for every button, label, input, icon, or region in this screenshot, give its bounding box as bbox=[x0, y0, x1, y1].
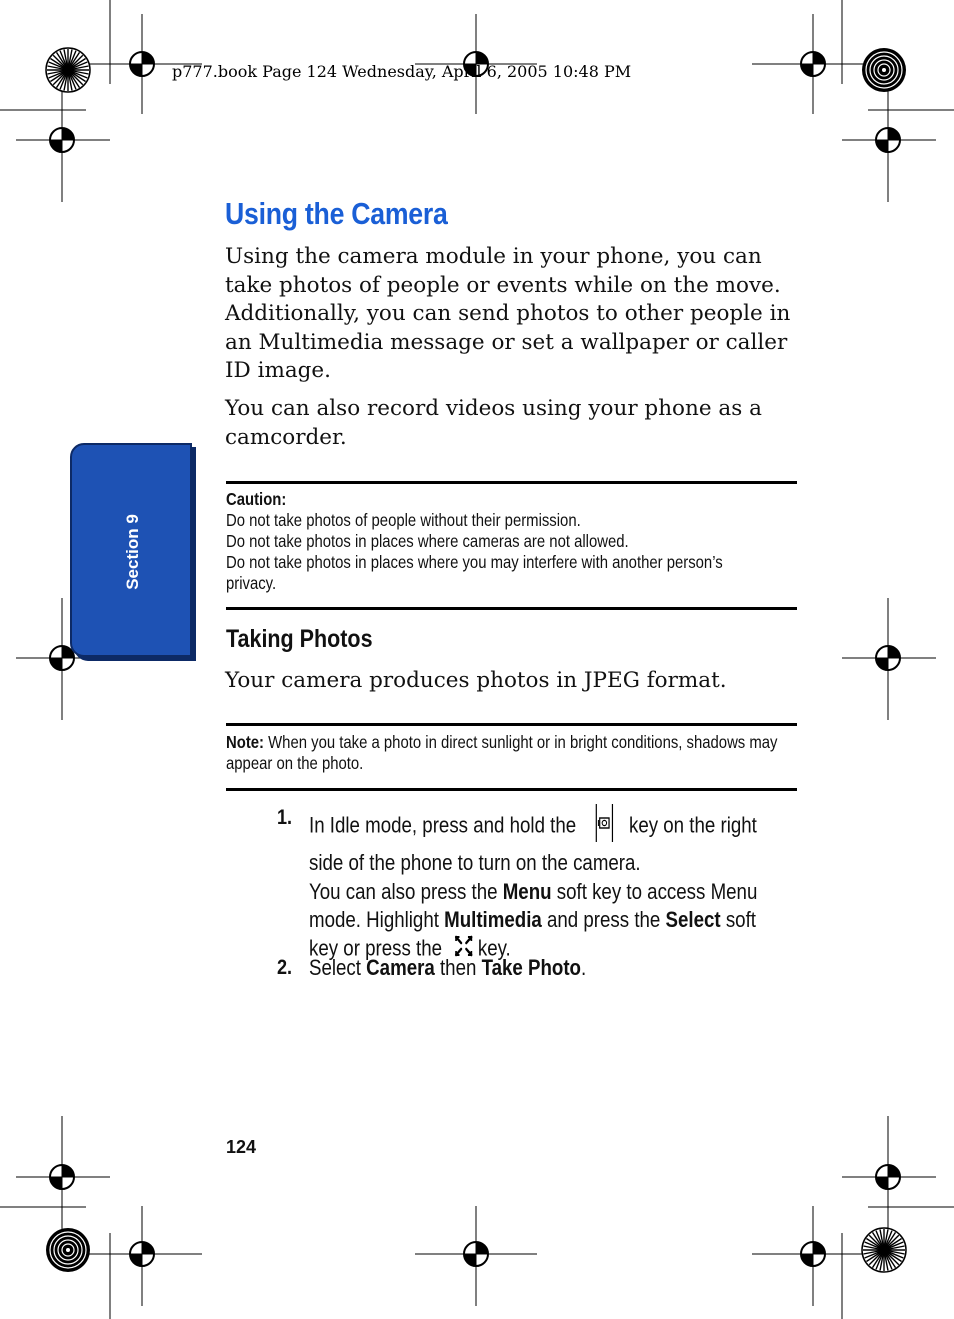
camera-label: Camera bbox=[366, 955, 435, 980]
caution-bottom-rule bbox=[226, 607, 797, 610]
jpeg-paragraph: Your camera produces photos in JPEG format. bbox=[225, 668, 727, 693]
step-2-text bbox=[309, 954, 785, 982]
select-key-label: Select bbox=[665, 906, 721, 932]
caution-top-rule bbox=[226, 481, 797, 484]
step-1-part-e: and press the bbox=[541, 906, 666, 932]
take-photo-label: Take Photo bbox=[481, 955, 581, 980]
step-1-part-a: In Idle mode, press and hold the bbox=[309, 812, 577, 838]
note-text: When you take a photo in direct sunlight or in bright conditions, shadows may appear on the photo. bbox=[226, 732, 778, 773]
page-number: 124 bbox=[226, 1137, 257, 1157]
step-2-part-b: then bbox=[434, 955, 482, 980]
intro-paragraph-1: Using the camera module in your phone, you can take photos of people or events while on the move. Additionally, you can send photos to other people in an Multimedia message or set a wallpaper or caller ID image. bbox=[225, 244, 791, 383]
note-bottom-rule bbox=[226, 788, 797, 791]
print-header: p777.book Page 124 Wednesday, April 6, 2005 10:48 PM bbox=[172, 62, 632, 81]
caution-box bbox=[226, 489, 736, 594]
section-label-text: Section 9 bbox=[123, 514, 142, 590]
caution-label: Caution: bbox=[226, 489, 287, 509]
step-2-part-a: Select bbox=[309, 955, 367, 980]
step-2-part-c: . bbox=[580, 955, 587, 980]
page-title: Using the Camera bbox=[225, 196, 448, 231]
subheading-taking-photos: Taking Photos bbox=[226, 625, 373, 653]
caution-line-3: Do not take photos in places where you may interfere with another person’s privacy. bbox=[226, 552, 723, 593]
section-label bbox=[72, 445, 194, 659]
step-1-part-b: key on the right side of the phone to turn on the camera. bbox=[309, 812, 757, 876]
step-1-part-d: soft key to access Menu mode. Highlight bbox=[309, 878, 758, 932]
step-1-part-f: soft key or press the bbox=[309, 906, 756, 961]
step-1-part-g: key. bbox=[477, 935, 511, 961]
step-2-number: 2. bbox=[277, 956, 293, 979]
step-1-part-c: You can also press the bbox=[309, 878, 503, 904]
section-tab bbox=[70, 443, 192, 657]
note-box bbox=[226, 732, 779, 774]
intro-paragraph-2: You can also record videos using your phone as a camcorder. bbox=[225, 396, 762, 450]
step-1-text bbox=[309, 804, 785, 965]
camera-key-icon bbox=[595, 804, 615, 849]
caution-line-1: Do not take photos of people without their permission. bbox=[226, 510, 581, 530]
note-top-rule bbox=[226, 723, 797, 726]
caution-line-2: Do not take photos in places where cameras are not allowed. bbox=[226, 531, 629, 551]
note-label: Note: bbox=[226, 732, 265, 752]
step-1-number: 1. bbox=[277, 806, 293, 829]
multimedia-label: Multimedia bbox=[444, 906, 542, 932]
menu-key-label: Menu bbox=[502, 878, 552, 904]
